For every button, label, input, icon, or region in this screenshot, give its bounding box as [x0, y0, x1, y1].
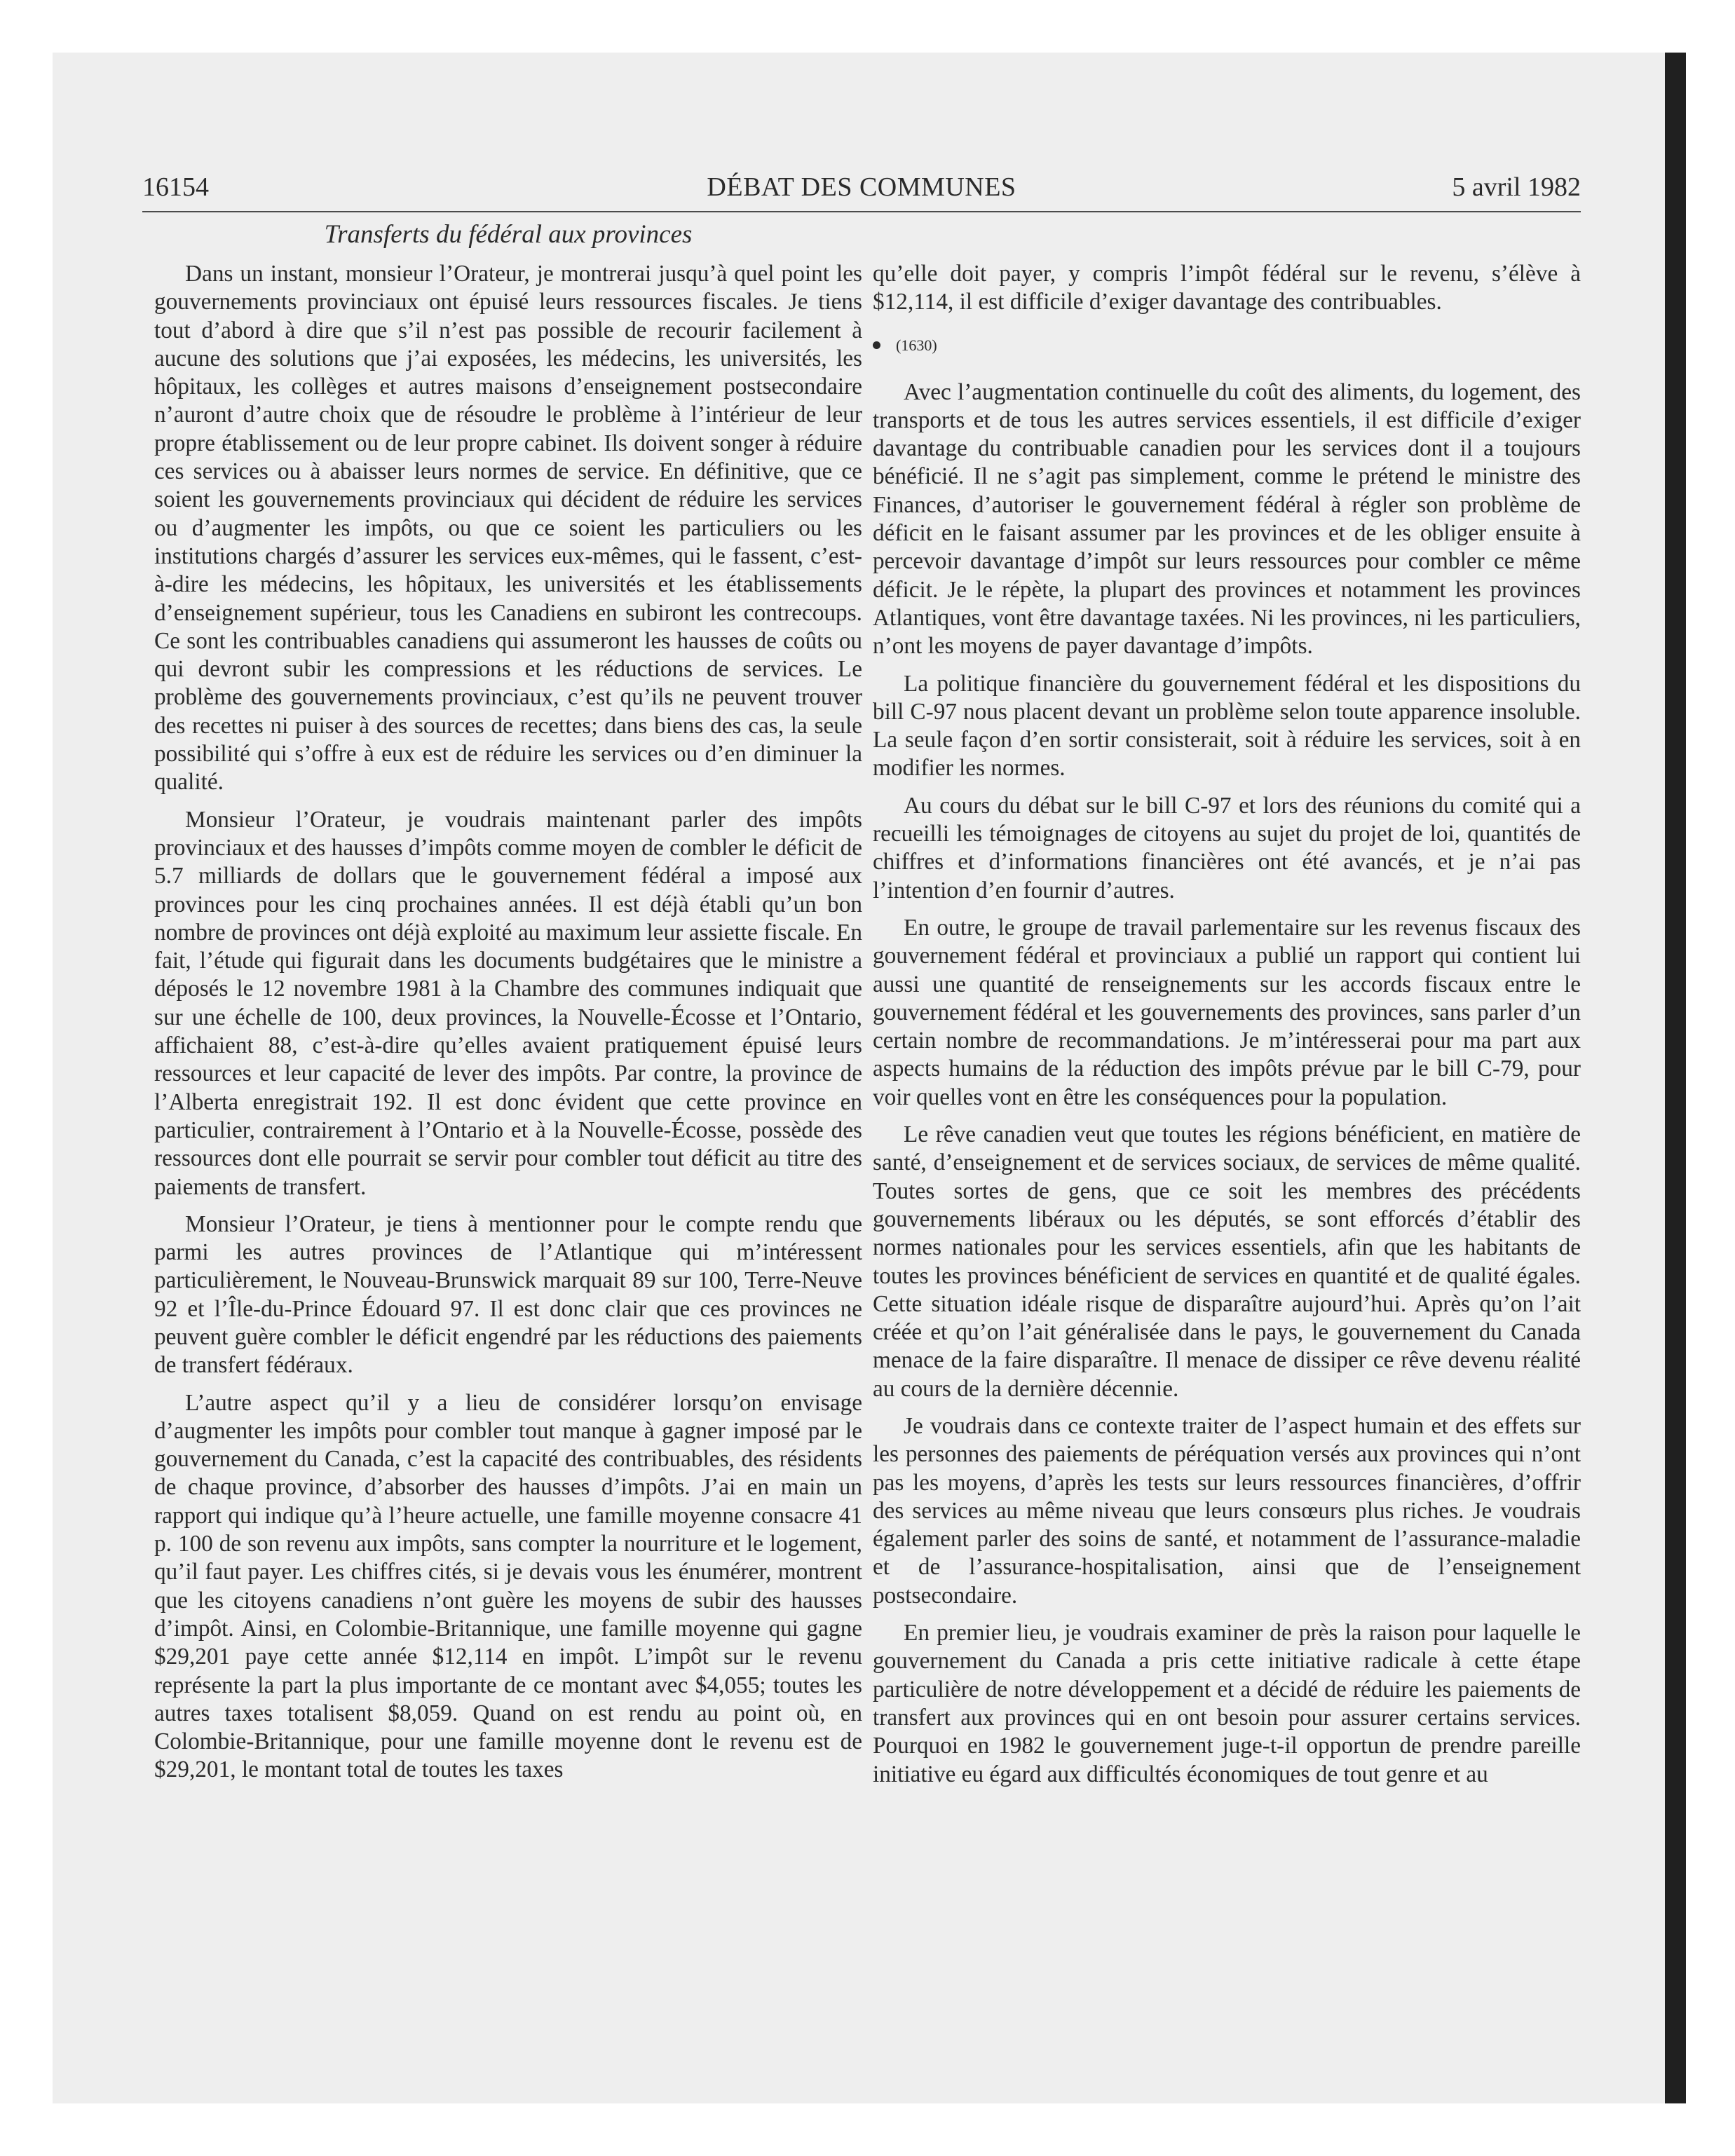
paragraph: Monsieur l’Orateur, je voudrais maintenant parler des impôts provinciaux et des hausses d’impôts comme moyen de combler le déficit de 5.7 milliards de dollars que le gouvernement fédéral a imposé aux provinces pour les cinq prochaines années. Il est déjà établi qu’un bon nombre de provinces ont déjà exploité au maximum leur assiette fiscale. En fait, l’étude qui figurait dans les documents budgétaires que le ministre a déposés le 12 novembre 1981 à la Chambre des communes indiquait que sur une échelle de 100, deux provinces, la Nouvelle-Écosse et l’Ontario, affichaient 88, c’est-à-dire qu’elles avaient pratiquement épuisé leurs ressources et leur capacité de lever des impôts. Par contre, la province de l’Alberta enregistrait 192. Il est donc évident que cette province en particulier, contrairement à l’Ontario et à la Nouvelle-Écosse, possède des ressources dont elle pourrait se servir pour combler tout déficit au titre des paiements de transfert. [154, 806, 862, 1200]
scanned-page [53, 53, 1686, 2103]
paragraph: Le rêve canadien veut que toutes les régions bénéficient, en matière de santé, d’enseignement et de services sociaux, de services de même qualité. Toutes sortes de gens, que ce soit les membres des précédents gouvernements libéraux ou les députés, se sont efforcés d’établir des normes nationales pour les services essentiels, afin que les habitants de toutes les provinces bénéficient de services en quantité et de qualité égales. Cette situation idéale risque de disparaître aujourd’hui. Après qu’on l’ait créée et qu’on l’ait généralisée dans le pays, le gouvernement du Canada menace de la faire disparaître. Il menace de dissiper ce rêve devenu réalité au cours de la dernière décennie. [873, 1121, 1581, 1402]
section-title: Transferts du fédéral aux provinces [324, 220, 693, 249]
paragraph: La politique financière du gouvernement fédéral et les dispositions du bill C-97 nous placent devant un problème selon toute apparence insoluble. La seule façon d’en sortir consisterait, soit à réduire les services, soit à en modifier les normes. [873, 670, 1581, 782]
paragraph: Au cours du débat sur le bill C-97 et lors des réunions du comité qui a recueilli les témoignages de citoyens au sujet du projet de loi, quantités de chiffres et d’informations financières ont été avancés, et je n’ai pas l’intention d’en fournir d’autres. [873, 792, 1581, 903]
continued-paragraph: qu’elle doit payer, y compris l’impôt fédéral sur le revenu, s’élève à $12,114, il est difficile d’exiger davantage des contribuables. [873, 261, 1581, 315]
bullet-icon [873, 341, 880, 349]
time-marker [873, 338, 1581, 353]
time-marker-label: (1630) [896, 336, 937, 354]
paragraph: Je voudrais dans ce contexte traiter de l’aspect humain et des effets sur les personnes des paiements de péréquation versés aux provinces qui n’ont pas les moyens, d’après les tests sur leurs ressources financières, d’offrir des services au même niveau que leurs consœurs plus riches. Je voudrais également parler des soins de santé, et notamment de l’assurance-maladie et de l’assurance-hospitalisation, ainsi que de l’enseignement postsecondaire. [873, 1412, 1581, 1609]
paragraph: Monsieur l’Orateur, je tiens à mentionner pour le compte rendu que parmi les autres provinces de l’Atlantique qui m’intéressent particulièrement, le Nouveau-Brunswick marquait 89 sur 100, Terre-Neuve 92 et l’Île-du-Prince Édouard 97. Il est donc clair que ces provinces ne peuvent guère combler le déficit engendré par les réductions des paiements de transfert fédéraux. [154, 1210, 862, 1379]
page-header [142, 172, 1581, 212]
paragraph: L’autre aspect qu’il y a lieu de considérer lorsqu’on envisage d’augmenter les impôts pour combler tout manque à gagner imposé par le gouvernement du Canada, c’est la capacité des contribuables, des résidents de chaque province, d’absorber des hausses d’impôts. J’ai en main un rapport qui indique qu’à l’heure actuelle, une famille moyenne consacre 41 p. 100 de son revenu aux impôts, sans compter la nourriture et le logement, qu’il faut payer. Les chiffres cités, si je devais vous les énumérer, montrent que les citoyens canadiens n’ont guère les moyens de subir des hausses d’impôt. Ainsi, en Colombie-Britannique, une famille moyenne qui gagne $29,201 paye cette année $12,114 en impôt. L’impôt sur le revenu représente la part la plus importante de ce montant avec $4,055; toutes les autres taxes totalisent $8,059. Quand on est rendu au point où, en Colombie-Britannique, pour une famille moyenne dont le revenu est de $29,201, le montant total de toutes les taxes [154, 1389, 862, 1783]
binding-edge [1665, 53, 1686, 2103]
paragraph: En premier lieu, je voudrais examiner de près la raison pour laquelle le gouvernement du Canada a pris cette initiative radicale à cette étape particulière de notre développement et a décidé de réduire les paiements de transfert aux provinces qui en ont besoin pour assurer certains services. Pourquoi en 1982 le gouvernement juge-t-il opportun de prendre pareille initiative eu égard aux difficultés économiques de tout genre et au [873, 1620, 1581, 1787]
paragraph: Avec l’augmentation continuelle du coût des aliments, du logement, des transports et de tous les autres services essentiels, il est difficile d’exiger davantage du contribuable canadien pour les services dont il a toujours bénéficié. Il ne s’agit pas simplement, comme le prétend le ministre des Finances, d’autoriser le gouvernement fédéral à régler son problème de déficit en le faisant assumer par les provinces et de les obliger ensuite à percevoir davantage d’impôt sur leurs ressources pour combler ce même déficit. Je le répète, la plupart des provinces et notamment les provinces Atlantiques, vont être davantage taxées. Ni les provinces, ni les particuliers, n’ont les moyens de payer davantage d’impôts. [873, 378, 1581, 660]
publication-title: DÉBAT DES COMMUNES [707, 172, 1016, 202]
right-column [873, 260, 1581, 1798]
paragraph: Dans un instant, monsieur l’Orateur, je montrerai jusqu’à quel point les gouvernements provinciaux ont épuisé leurs ressources fiscales. Je tiens tout d’abord à dire que s’il n’est pas possible de recourir facilement à aucune des solutions que j’ai exposées, les médecins, les universités, les hôpitaux, les collèges et autres maisons d’enseignement postsecondaire n’auront d’autre choix que de résoudre le problème à l’intérieur de leur propre établissement ou de leur propre cabinet. Ils doivent songer à réduire ces services ou à abaisser leurs normes de service. En définitive, que ce soient les gouvernements provinciaux qui décident de réduire les services ou d’augmenter les impôts, ou que ce soient les particuliers ou les institutions chargés d’assurer les services eux-mêmes, qui le fassent, c’est-à-dire les médecins, les hôpitaux, les universités et les établissements d’enseignement supérieur, tous les Canadiens en subiront les contrecoups. Ce sont les contribuables canadiens qui assumeront les hausses de coûts ou qui devront subir les compressions et les réductions de services. Le problème des gouvernements provinciaux, c’est qu’ils ne peuvent trouver des recettes ni puiser à des sources de recettes; dans biens des cas, la seule possibilité qui s’offre à eux est de réduire les services ou d’en diminuer la qualité. [154, 261, 862, 796]
page-date: 5 avril 1982 [1452, 172, 1581, 202]
left-column [154, 260, 862, 1794]
page-number: 16154 [142, 172, 209, 202]
paragraph: En outre, le groupe de travail parlementaire sur les revenus fiscaux des gouvernement fédéral et provinciaux a publié un rapport qui contient lui aussi une quantité de renseignements sur les accords fiscaux entre le gouvernement fédéral et les gouvernements des provinces, sans parler d’un certain nombre de recommandations. Je m’intéresserai pour ma part aux aspects humains de la réduction des impôts prévue par le bill C-79, pour voir quelles vont en être les conséquences pour la population. [873, 914, 1581, 1110]
